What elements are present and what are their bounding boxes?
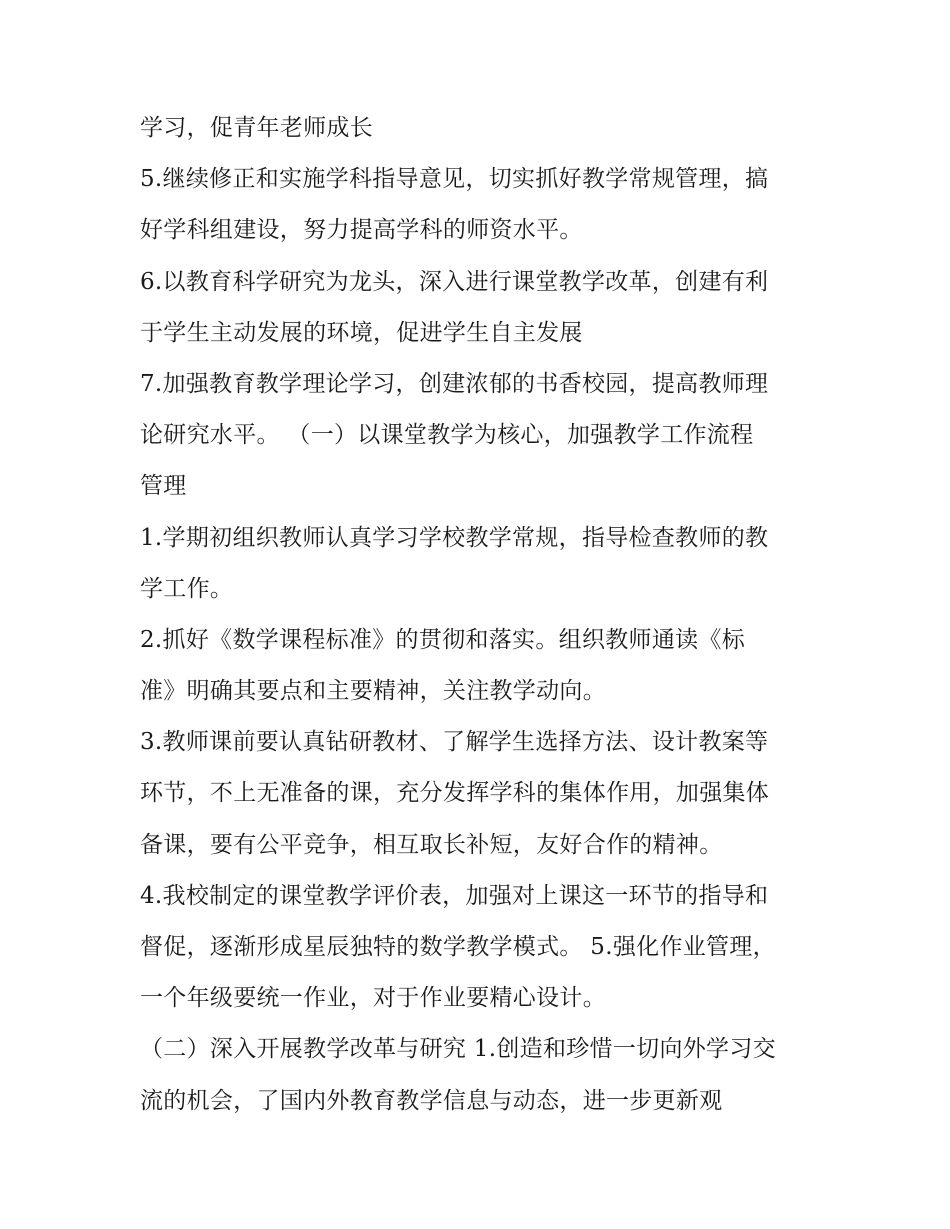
- text-line: 4.我校制定的课堂教学评价表，加强对上课这一环节的指导和: [140, 882, 769, 909]
- text-line: 一个年级要统一作业，对于作业要精心设计。: [140, 985, 606, 1012]
- text-line: 流的机会，了国内外教育教学信息与动态，进一步更新观: [140, 1087, 723, 1114]
- document-body: [140, 103, 830, 1127]
- text-line: 6.以教育科学研究为龙头，深入进行课堂教学改革，创建有利: [140, 268, 769, 295]
- text-line: 3.教师课前要认真钻研教材、了解学生选择方法、设计教案等: [140, 729, 769, 756]
- text-line: 备课，要有公平竞争，相互取长补短，友好合作的精神。: [140, 831, 723, 858]
- text-line: 7.加强教育教学理论学习，创建浓郁的书香校园，提高教师理: [140, 370, 769, 397]
- text-line: 于学生主动发展的环境，促进学生自主发展: [140, 319, 583, 346]
- text-line: 5.继续修正和实施学科指导意见，切实抓好教学常规管理，搞: [140, 166, 769, 193]
- text-line: 论研究水平。 （一）以课堂教学为核心，加强教学工作流程: [140, 422, 754, 449]
- text-line: 学工作。: [140, 575, 234, 602]
- text-line: 环节，不上无准备的课，充分发挥学科的集体作用，加强集体: [140, 780, 770, 807]
- text-line: 好学科组建设，努力提高学科的师资水平。: [140, 217, 583, 244]
- text-line: 督促，逐渐形成星辰独特的数学教学模式。 5.强化作业管理，: [140, 934, 776, 960]
- text-line: 学习，促青年老师成长: [140, 115, 373, 141]
- text-line: 1.学期初组织教师认真学习学校教学常规，指导检查教师的教: [140, 524, 769, 551]
- text-line: 2.抓好《数学课程标准》的贯彻和落实。组织教师通读《标: [140, 626, 746, 653]
- text-line: 准》明确其要点和主要精神，关注教学动向。: [140, 678, 606, 705]
- text-line: 管理: [140, 473, 187, 500]
- text-line: （二）深入开展教学改革与研究 1.创造和珍惜一切向外学习交: [140, 1036, 776, 1063]
